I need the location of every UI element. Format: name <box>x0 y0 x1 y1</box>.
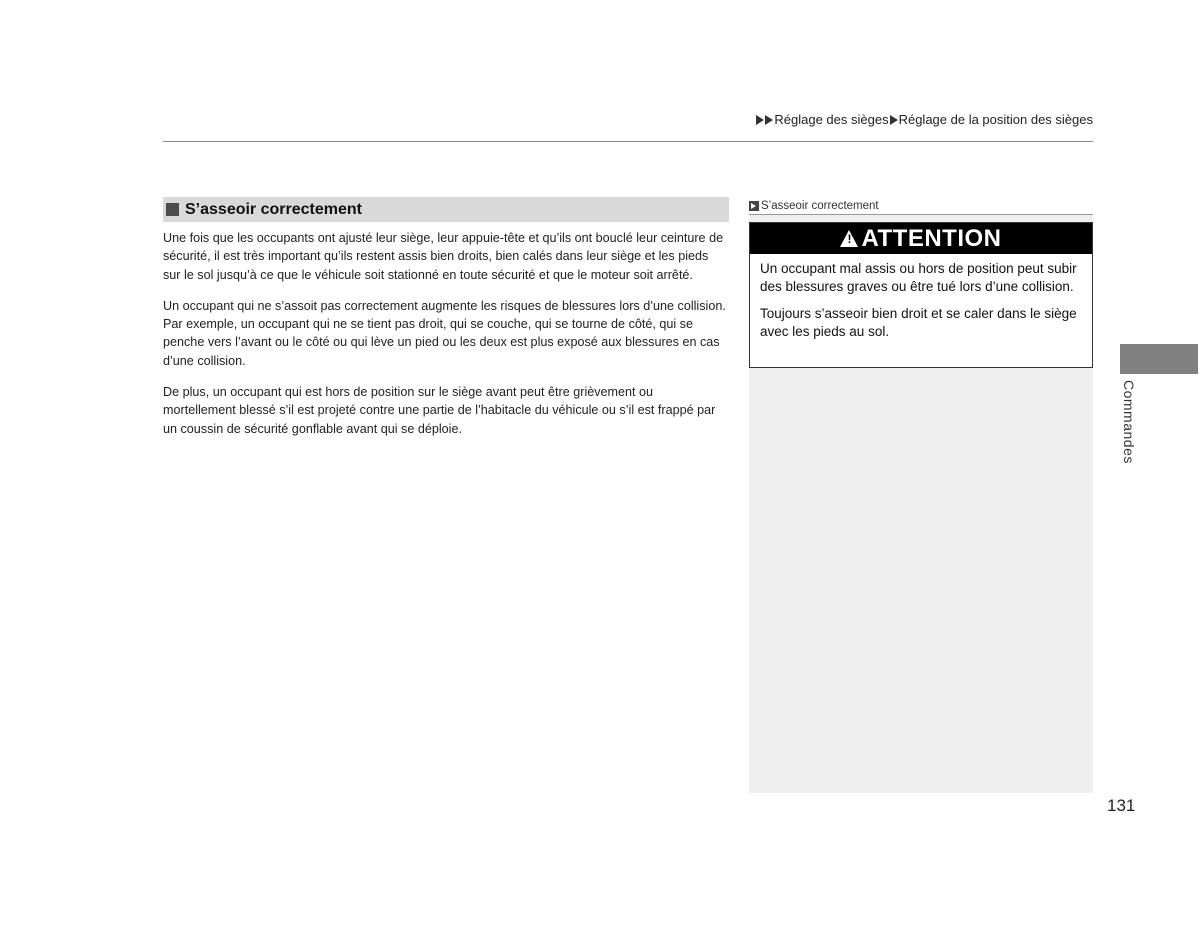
arrow-right-icon <box>756 115 764 125</box>
breadcrumb-item-seat-position: Réglage de la position des sièges <box>898 112 1093 127</box>
page-number: 131 <box>1107 796 1136 815</box>
warning-title: ATTENTION <box>861 224 1002 252</box>
body-paragraph: Un occupant qui ne s’assoit pas correctement augmente les risques de blessures lors d’une collision. Par exemple, un occupant qui ne se tient pas droit, qui se couche, qui se tourne de côté, qui se penche vers l’avant ou le côté ou qui lève un pied ou les deux est plus exposé aux blessures en cas d’une collision. <box>163 298 726 368</box>
arrow-right-icon <box>890 115 898 125</box>
sidebar-reference-label: S’asseoir correctement <box>761 199 879 212</box>
warning-box <box>749 222 1093 368</box>
section-header <box>163 197 729 222</box>
warning-header <box>750 223 1092 254</box>
breadcrumb-item-seat-adjustment: Réglage des sièges <box>774 112 889 127</box>
sidebar-reference <box>749 197 1093 215</box>
chapter-tab <box>1120 344 1198 374</box>
chapter-label: Commandes <box>1121 380 1137 464</box>
breadcrumb <box>756 112 1093 127</box>
header-divider <box>163 141 1093 142</box>
body-paragraph: Une fois que les occupants ont ajusté leur siège, leur appuie-tête et qu’ils ont bouclé leur ceinture de sécurité, il est très important qu’ils restent assis bien droits, bien calés dans leur siège et les pieds sur le sol jusqu’à ce que le véhicule soit stationné en toute sécurité et que le moteur soit arrêté. <box>163 231 724 282</box>
square-bullet-icon <box>166 203 179 216</box>
main-text-column <box>163 229 729 451</box>
sidebar-panel <box>749 197 1093 793</box>
warning-text: Toujours s’asseoir bien droit et se caler dans le siège avec les pieds au sol. <box>760 306 1077 339</box>
section-title: S’asseoir correctement <box>185 200 362 218</box>
warning-body <box>750 254 1092 340</box>
reference-arrow-icon <box>749 201 759 211</box>
warning-text: Un occupant mal assis ou hors de position peut subir des blessures graves ou être tué lors d’une collision. <box>760 261 1077 294</box>
warning-triangle-icon: ! <box>840 230 858 247</box>
body-paragraph: De plus, un occupant qui est hors de position sur le siège avant peut être grièvement ou mortellement blessé s’il est projeté contre une partie de l’habitacle du véhicule ou s’il est frappé par un coussin de sécurité gonflable avant qui se déploie. <box>163 385 716 436</box>
arrow-right-icon <box>765 115 773 125</box>
